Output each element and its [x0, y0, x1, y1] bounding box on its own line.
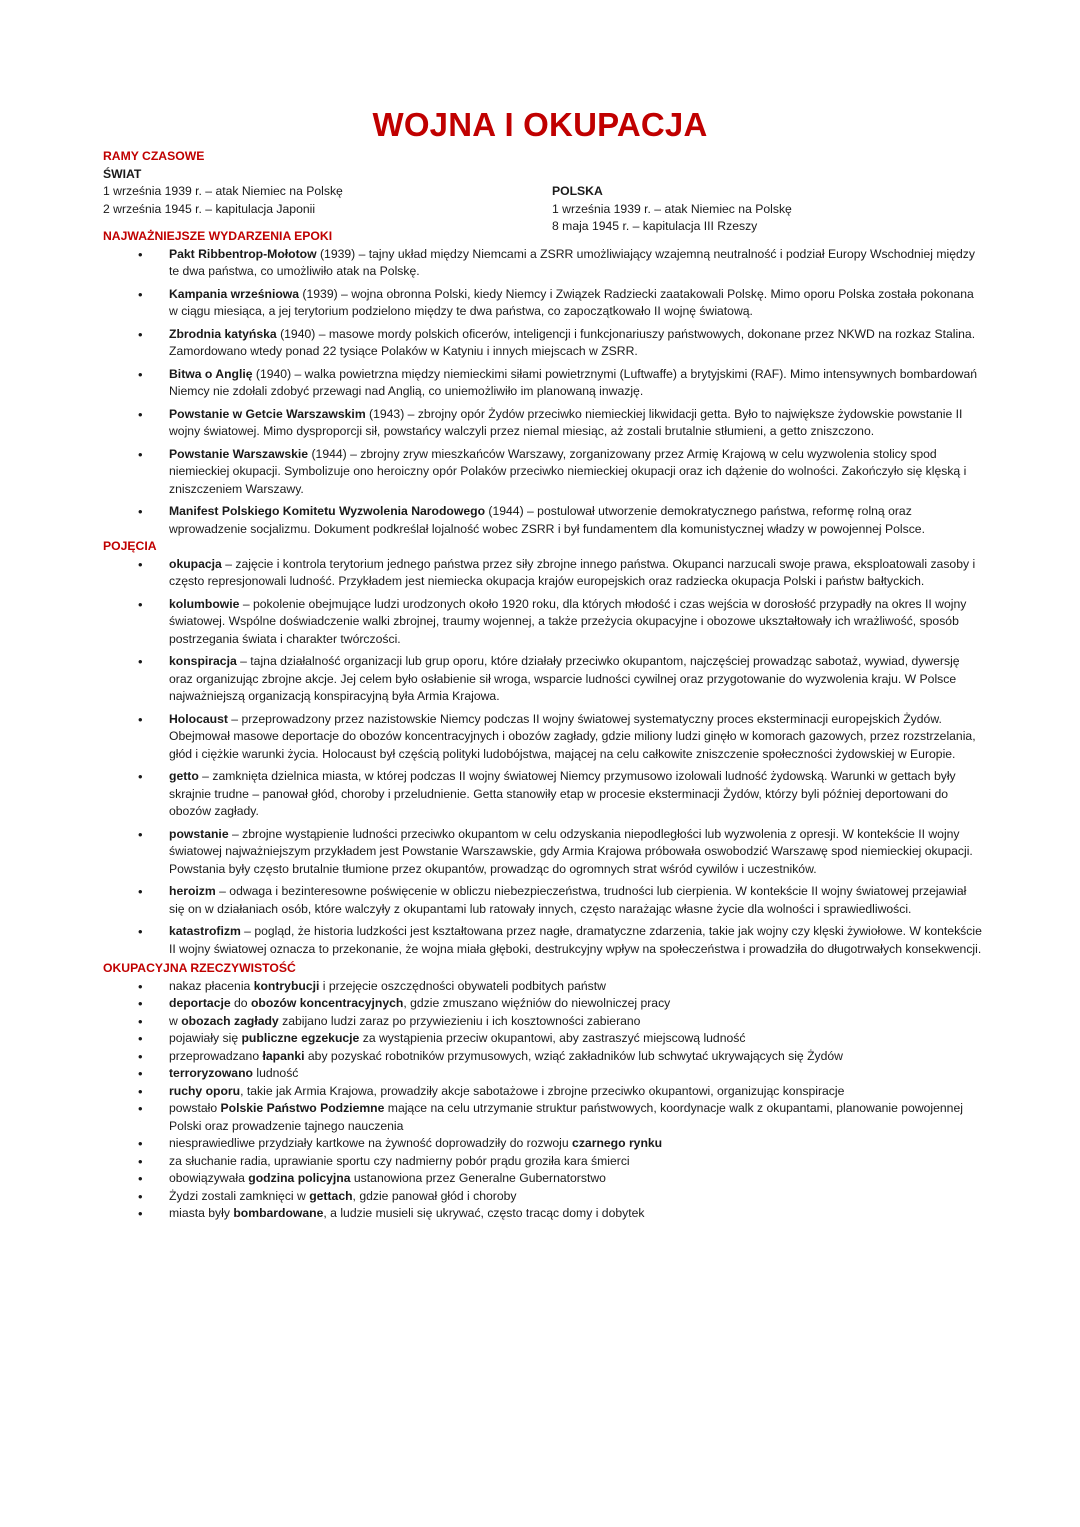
- timeframe-columns: [103, 166, 983, 236]
- item-bold: kontrybucji: [253, 978, 320, 993]
- event-text: (1943) – zbrojny opór Żydów przeciwko niemieckiej likwidacji getta. Było to największe żydowskie powstanie II wojny światowej. Mimo dysproporcji sił, powstańcy walczyli przez niemal miesiąc, aż zostali brutalnie stłumieni, a getto zniszczono.: [169, 406, 963, 438]
- world-line: 1 września 1939 r. – atak Niemiec na Polskę: [103, 184, 343, 198]
- item-text: , takie jak Armia Krajowa, prowadziły akcje sabotażowe i zbrojne przeciwko okupantowi, organizując konspiracje: [240, 1083, 845, 1098]
- list-item: [103, 1153, 983, 1171]
- timeframe-world: [103, 166, 552, 236]
- list-item: [103, 503, 983, 538]
- list-item: [103, 1188, 983, 1206]
- list-item: [103, 366, 983, 401]
- list-item: [103, 995, 983, 1013]
- item-text: , a ludzie musieli się ukrywać, często tracąc domy i dobytek: [323, 1206, 645, 1220]
- item-bold: obozów koncentracyjnych: [250, 996, 404, 1010]
- column-spacer: [552, 166, 982, 184]
- list-item: [103, 978, 983, 996]
- concepts-heading: POJĘCIA: [103, 539, 157, 553]
- list-item: [103, 1083, 983, 1101]
- item-text: zabijano ludzi zaraz po przywiezieniu i ich kosztowności zabierano: [278, 1013, 641, 1028]
- concept-term: konspiracja: [169, 654, 237, 668]
- event-term: Pakt Ribbentrop-Mołotow: [169, 246, 317, 261]
- events-heading: NAJWAŻNIEJSZE WYDARZENIA EPOKI: [103, 229, 333, 243]
- concept-term: powstanie: [169, 826, 229, 841]
- concept-text: – przeprowadzony przez nazistowskie Niemcy podczas II wojny światowej systematyczny proces eksterminacji europejskich Żydów. Obejmował masowe deportacje do obozów koncentracyjnych i obozów zagłady, gdzie miliony ludzi ginęło w komorach gazowych, przez rozstrzelania, głód i ciężkie warunki życia. Holocaust był częścią polityki ludobójstwa, mającej na celu całkowite zniszczenie społeczności żydowskiej w Europie.: [169, 711, 976, 761]
- event-text: (1944) – zbrojny zryw mieszkańców Warszawy, zorganizowany przez Armię Krajową w celu wyzwolenia stolicy spod niemieckiej okupacji. Symbolizuje ono heroiczny opór Polaków przeciwko niemieckiej okupacji oraz ich dążenie do wolności. Zakończyło się klęską i zniszczeniem Warszawy.: [169, 446, 967, 496]
- item-bold: terroryzowano: [169, 1066, 253, 1080]
- list-item: [103, 1135, 983, 1153]
- event-term: Zbrodnia katyńska: [169, 326, 277, 341]
- list-item: [103, 923, 983, 958]
- event-text: (1944) – postulował utworzenie demokratycznego państwa, reformę rolną oraz wprowadzenie socjalizmu. Dokument podkreślał lojalność wobec ZSRR i był fundamentem dla komunistycznej władzy w powojennej Polsce.: [169, 504, 925, 536]
- concept-term: okupacja: [169, 556, 222, 571]
- concept-term: katastrofizm: [169, 924, 241, 938]
- concept-text: – zbrojne wystąpienie ludności przeciwko okupantom w celu odzyskania niepodległości lub wyzwolenia z opresji. W kontekście II wojny światowej najważniejszym przykładem jest Powstanie Warszawskie, gdy Armia Krajowa próbowała oswobodzić Warszawę spod niemieckiej okupacji. Powstania były często brutalnie tłumione przez okupantów, prowadząc do ogromnych strat wśród cywilów i uczestników.: [169, 826, 973, 876]
- item-bold: czarnego rynku: [572, 1136, 663, 1150]
- page-title: WOJNA I OKUPACJA: [372, 106, 708, 143]
- events-section: [103, 228, 983, 538]
- concept-text: – tajna działalność organizacji lub grup oporu, które działały przeciwko okupantom, najczęściej prowadząc sabotaż, wywiad, dywersję oraz organizując zbrojne akcje. Jej celem było osłabienie sił wroga, wsparcie ludności cywilnej oraz przygotowanie do wyzwolenia kraju. W Polsce najważniejszą organizacją konspiracyjną była Armia Krajowa.: [169, 654, 960, 703]
- list-item: [103, 596, 983, 649]
- concept-text: – pogląd, że historia ludzkości jest kształtowana przez nagłe, dramatyczne zdarzenia, takie jak wojny czy klęski żywiołowe. W kontekście II wojny światowej oznacza to przekonanie, że wojna miała głęboki, destrukcyjny wpływ na społeczeństwa i prowadziła do długotrwałych konsekwencji.: [169, 924, 982, 956]
- concept-term: heroizm: [169, 884, 216, 898]
- list-item: [103, 246, 983, 281]
- poland-label: POLSKA: [552, 184, 603, 198]
- item-text: aby pozyskać robotników przymusowych, wziąć zakładników lub schwytać ukrywających się Żydów: [304, 1048, 843, 1063]
- item-text: pojawiały się: [169, 1031, 242, 1045]
- event-text: (1939) – tajny układ między Niemcami a ZSRR umożliwiający wzajemną neutralność i podział Europy Wschodniej między te dwa państwa, co umożliwiło atak na Polskę.: [169, 246, 975, 278]
- list-item: [103, 1048, 983, 1066]
- item-text: obowiązywała: [169, 1171, 249, 1185]
- event-term: Powstanie Warszawskie: [169, 446, 309, 461]
- item-text: i przejęcie oszczędności obywateli podbitych państw: [319, 978, 606, 993]
- event-text: (1939) – wojna obronna Polski, kiedy Niemcy i Związek Radziecki zaatakowali Polskę. Mimo oporu Polska została pokonana w ciągu miesiąca, a jej terytorium podzielono między te dwa państwa, co zapoczątkowało II wojnę światową.: [169, 286, 974, 318]
- timeframe-poland: [552, 166, 982, 236]
- list-item: [103, 653, 983, 706]
- events-list: [103, 246, 983, 539]
- list-item: [103, 556, 983, 591]
- item-text: do: [230, 996, 251, 1010]
- item-text: nakaz płacenia: [169, 978, 254, 993]
- list-item: [103, 326, 983, 361]
- item-text: powstało: [169, 1101, 221, 1115]
- concepts-list: [103, 556, 983, 959]
- occupation-section: [103, 960, 983, 1223]
- world-line: 2 września 1945 r. – kapitulacja Japonii: [103, 201, 316, 216]
- list-item: [103, 1205, 983, 1223]
- list-item: [103, 286, 983, 321]
- concept-term: kolumbowie: [169, 596, 240, 611]
- occupation-heading: OKUPACYJNA RZECZYWISTOŚĆ: [103, 961, 296, 975]
- occupation-list: [103, 978, 983, 1223]
- event-term: Manifest Polskiego Komitetu Wyzwolenia Narodowego: [169, 504, 486, 518]
- item-bold: gettach: [309, 1188, 353, 1203]
- timeframe-heading: RAMY CZASOWE: [103, 149, 205, 163]
- list-item: [103, 1100, 983, 1135]
- list-item: [103, 1170, 983, 1188]
- item-bold: bombardowane: [233, 1206, 324, 1220]
- concept-term: getto: [169, 769, 199, 783]
- item-text: mające na celu utrzymanie struktur państwowych, koordynacje walk z okupantami, planowanie powojennej Polski oraz prowadzenie tajnego nauczenia: [169, 1101, 963, 1133]
- item-bold: godzina policyjna: [248, 1171, 351, 1185]
- item-text: za słuchanie radia, uprawianie sportu czy nadmierny pobór prądu groziła kara śmierci: [169, 1153, 630, 1168]
- list-item: [103, 1013, 983, 1031]
- list-item: [103, 406, 983, 441]
- item-text: , gdzie zmuszano więźniów do niewolniczej pracy: [403, 996, 671, 1010]
- list-item: [103, 768, 983, 821]
- timeframe-section: [103, 148, 983, 236]
- world-label: ŚWIAT: [103, 166, 142, 181]
- list-item: [103, 826, 983, 879]
- item-text: za wystąpienia przeciw okupantowi, aby zastraszyć miejscową ludność: [359, 1031, 746, 1045]
- item-text: w: [169, 1013, 182, 1028]
- item-text: przeprowadzano: [169, 1048, 263, 1063]
- concept-text: – zamknięta dzielnica miasta, w której podczas II wojny światowej Niemcy przymusowo izolowali ludność żydowską. Warunki w gettach były skrajnie trudne – panował głód, choroby i przeludnienie. Getta stanowiły etap w procesie eksterminacji Żydów, którzy byli później deportowani do obozów zagłady.: [169, 769, 956, 818]
- concept-text: – odwaga i bezinteresowne poświęcenie w obliczu niebezpieczeństwa, trudności lub cierpienia. W kontekście II wojny światowej przejawiał się on w działaniach osób, które walczyły z okupantami lub ratowały innych, często narażając własne życie dla wolności i sprawiedliwości.: [169, 884, 967, 916]
- event-term: Kampania wrześniowa: [169, 286, 300, 301]
- event-text: (1940) – walka powietrzna między niemieckimi siłami powietrznymi (Luftwaffe) a brytyjskimi (RAF). Mimo intensywnych bombardowań Niemcy nie zdołali zdobyć przewagi nad Anglią, co uniemożliwiło im planowaną inwazję.: [169, 366, 978, 398]
- concept-text: – zajęcie i kontrola terytorium jednego państwa przez siły zbrojne innego państwa. Okupanci narzucali swoje prawa, eksploatowali zasoby i często represjonowali ludność. Przykładem jest niemiecka okupacja krajów europejskich oraz radziecka okupacja Polski i państw bałtyckich.: [169, 556, 976, 588]
- list-item: [103, 1030, 983, 1048]
- concept-term: Holocaust: [169, 711, 228, 726]
- item-text: , gdzie panował głód i choroby: [352, 1188, 517, 1203]
- event-text: (1940) – masowe mordy polskich oficerów, inteligencji i funkcjonariuszy państwowych, dokonane przez NKWD na rozkaz Stalina. Zamordowano wtedy ponad 22 tysiące Polaków w Katyniu i innych miejscach w ZSRR.: [169, 326, 976, 358]
- poland-line: 8 maja 1945 r. – kapitulacja III Rzeszy: [552, 219, 758, 233]
- list-item: [103, 446, 983, 499]
- item-bold: publiczne egzekucje: [241, 1031, 360, 1045]
- item-text: ustanowiona przez Generalne Gubernatorstwo: [350, 1171, 606, 1185]
- concept-text: – pokolenie obejmujące ludzi urodzonych około 1920 roku, dla których młodość i czas wejścia w dorosłość przypadły na okres II wojny światowej. Wspólne doświadczenie walki zbrojnej, traumy wojennej, a także przeżycia okupacyjne i obozowe ukształtowały ich wrażliwość, sposób postrzegania świata i charakter twórczości.: [169, 596, 967, 646]
- event-term: Bitwa o Anglię: [169, 366, 253, 381]
- item-text: ludność: [252, 1066, 299, 1080]
- concepts-section: [103, 538, 983, 958]
- list-item: [103, 883, 983, 918]
- list-item: [103, 711, 983, 764]
- item-bold: Polskie Państwo Podziemne: [220, 1101, 385, 1115]
- item-bold: ruchy oporu: [169, 1083, 241, 1098]
- item-bold: obozach zagłady: [181, 1013, 279, 1028]
- main-content: [103, 228, 983, 1223]
- item-text: miasta były: [169, 1206, 234, 1220]
- item-text: niesprawiedliwe przydziały kartkowe na żywność doprowadziły do rozwoju: [169, 1136, 573, 1150]
- poland-line: 1 września 1939 r. – atak Niemiec na Polskę: [552, 201, 792, 216]
- item-text: Żydzi zostali zamknięci w: [169, 1188, 310, 1203]
- event-term: Powstanie w Getcie Warszawskim: [169, 406, 366, 421]
- list-item: [103, 1065, 983, 1083]
- item-bold: deportacje: [169, 996, 231, 1010]
- item-bold: łapanki: [262, 1048, 305, 1063]
